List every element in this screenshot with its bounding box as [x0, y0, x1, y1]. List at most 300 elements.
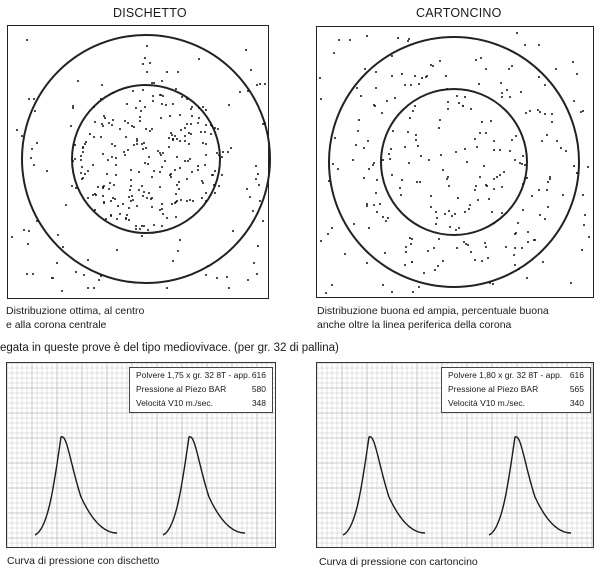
- pellet-dot: [384, 252, 386, 254]
- pellet-dot: [427, 250, 429, 252]
- pellet-dot: [100, 98, 102, 100]
- pellet-dot: [205, 124, 207, 126]
- pellet-dot: [487, 257, 489, 259]
- legend-label: Pressione al Piezo BAR: [448, 384, 539, 394]
- pellet-dot: [136, 140, 138, 142]
- pellet-dot: [562, 194, 564, 196]
- pellet-dot: [447, 101, 449, 103]
- pellet-dot: [188, 132, 190, 134]
- pellet-dot: [204, 164, 206, 166]
- pellet-dot: [256, 273, 258, 275]
- pellet-dot: [506, 89, 508, 91]
- pellet-dot: [176, 184, 178, 186]
- pellet-dot: [87, 287, 89, 289]
- pellet-dot: [446, 88, 448, 90]
- pellet-dot: [204, 131, 206, 133]
- pellet-dot: [145, 147, 147, 149]
- pellet-dot: [364, 68, 366, 70]
- pellet-dot: [257, 173, 259, 175]
- pellet-dot: [184, 140, 186, 142]
- legend-cartoncino: [441, 367, 591, 413]
- pellet-dot: [514, 264, 516, 266]
- pellet-dot: [153, 170, 155, 172]
- pellet-dot: [524, 44, 526, 46]
- pellet-dot: [205, 143, 207, 145]
- pellet-dot: [337, 168, 339, 170]
- pellet-dot: [353, 223, 355, 225]
- pellet-dot: [518, 268, 520, 270]
- pellet-dot: [546, 189, 548, 191]
- pellet-dot: [162, 152, 164, 154]
- pellet-dot: [26, 273, 28, 275]
- pellet-dot: [454, 213, 456, 215]
- pellet-dot: [320, 240, 322, 242]
- pellet-dot: [456, 247, 458, 249]
- pellet-dot: [72, 107, 74, 109]
- pellet-dot: [526, 277, 528, 279]
- pellet-dot: [28, 98, 30, 100]
- pellet-dot: [93, 106, 95, 108]
- pellet-dot: [448, 210, 450, 212]
- pellet-dot: [98, 279, 100, 281]
- pellet-dot: [544, 218, 546, 220]
- pellet-dot: [440, 154, 442, 156]
- pellet-dot: [582, 194, 584, 196]
- pellet-dot: [444, 213, 446, 215]
- pellet-dot: [139, 100, 141, 102]
- pellet-dot: [141, 143, 143, 145]
- title-dischetto: DISCHETTO: [113, 6, 187, 20]
- pellet-dot: [181, 96, 183, 98]
- pellet-dot: [257, 245, 259, 247]
- pellet-dot: [135, 107, 137, 109]
- pellet-dot: [11, 236, 13, 238]
- pellet-dot: [161, 80, 163, 82]
- legend-value: 616: [569, 370, 584, 380]
- pellet-dot: [133, 126, 135, 128]
- pellet-dot: [404, 146, 406, 148]
- pellet-dot: [501, 92, 503, 94]
- pellet-dot: [139, 116, 141, 118]
- pellet-dot: [191, 115, 193, 117]
- pellet-dot: [418, 83, 420, 85]
- pellet-dot: [430, 64, 432, 66]
- pellet-dot: [159, 171, 161, 173]
- legend-value: 616: [251, 370, 266, 380]
- pellet-dot: [391, 291, 393, 293]
- pellet-dot: [334, 137, 336, 139]
- pellet-dot: [551, 121, 553, 123]
- pellet-dot: [436, 217, 438, 219]
- pellet-dot: [179, 114, 181, 116]
- pressure-curve: [343, 437, 425, 535]
- pellet-dot: [573, 165, 575, 167]
- pellet-dot: [387, 217, 389, 219]
- pellet-dot: [439, 60, 441, 62]
- pellet-dot: [186, 123, 188, 125]
- pellet-dot: [262, 220, 264, 222]
- pellet-dot: [135, 225, 137, 227]
- pellet-dot: [331, 284, 333, 286]
- pellet-dot: [147, 229, 149, 231]
- pellet-dot: [84, 173, 86, 175]
- pellet-dot: [205, 274, 207, 276]
- pellet-dot: [410, 243, 412, 245]
- pellet-dot: [433, 247, 435, 249]
- pellet-dot: [264, 122, 266, 124]
- pellet-dot: [418, 286, 420, 288]
- pellet-dot: [505, 246, 507, 248]
- pellet-dot: [352, 159, 354, 161]
- legend-row-powder: [130, 368, 272, 382]
- pellet-dot: [379, 203, 381, 205]
- pellet-dot: [555, 68, 557, 70]
- pellet-dot: [110, 200, 112, 202]
- pellet-dot: [363, 147, 365, 149]
- pellet-dot: [126, 103, 128, 105]
- pellet-dot: [344, 253, 346, 255]
- pellet-dot: [136, 143, 138, 145]
- pellet-dot: [493, 178, 495, 180]
- pellet-dot: [83, 274, 85, 276]
- pellet-dot: [407, 40, 409, 42]
- pellet-dot: [214, 192, 216, 194]
- pellet-dot: [584, 214, 586, 216]
- pellet-dot: [245, 49, 247, 51]
- pellet-dot: [366, 262, 368, 264]
- pellet-dot: [151, 82, 153, 84]
- caption-line: anche oltre la linea periferica della corona: [317, 319, 512, 331]
- pellet-dot: [401, 179, 403, 181]
- pressure-chart-dischetto: [6, 362, 276, 548]
- caption-cartoncino: [317, 304, 549, 332]
- pellet-dot: [216, 152, 218, 154]
- title-cartoncino: CARTONCINO: [416, 6, 502, 20]
- pellet-dot: [94, 193, 96, 195]
- pellet-dot: [228, 104, 230, 106]
- caption-line: Distribuzione buona ed ampia, percentuale buona: [317, 305, 549, 317]
- pellet-dot: [143, 191, 145, 193]
- pellet-dot: [113, 184, 115, 186]
- pellet-dot: [542, 261, 544, 263]
- legend-label: Pressione al Piezo BAR: [136, 384, 227, 394]
- pellet-dot: [493, 222, 495, 224]
- pellet-dot: [438, 238, 440, 240]
- pellet-dot: [430, 195, 432, 197]
- pellet-dot: [468, 208, 470, 210]
- pellet-dot: [366, 203, 368, 205]
- pellet-dot: [151, 128, 153, 130]
- body-sentence: egata in queste prove è del tipo mediovivace. (per gr. 32 di pallina): [0, 342, 339, 354]
- pellet-dot: [356, 87, 358, 89]
- pellet-dot: [255, 178, 257, 180]
- pellet-dot: [442, 169, 444, 171]
- pellet-dot: [423, 272, 425, 274]
- pellet-dot: [534, 239, 536, 241]
- pellet-dot: [529, 110, 531, 112]
- pellet-dot: [177, 71, 179, 73]
- pellet-dot: [216, 277, 218, 279]
- pellet-dot: [93, 287, 95, 289]
- pellet-dot: [376, 211, 378, 213]
- pellet-dot: [205, 200, 207, 202]
- pellet-dot: [36, 220, 38, 222]
- pellet-dot: [327, 233, 329, 235]
- pellet-dot: [177, 250, 179, 252]
- pellet-dot: [539, 214, 541, 216]
- pellet-dot: [587, 166, 589, 168]
- legend-value: 348: [251, 398, 266, 408]
- pellet-dot: [175, 88, 177, 90]
- pellet-dot: [582, 110, 584, 112]
- pellet-dot: [368, 227, 370, 229]
- pellet-dot: [180, 199, 182, 201]
- pellet-dot: [33, 164, 35, 166]
- pellet-dot: [143, 225, 145, 227]
- pellet-dot: [247, 279, 249, 281]
- pellet-dot: [201, 197, 203, 199]
- pellet-dot: [176, 138, 178, 140]
- target-dischetto: [7, 25, 269, 299]
- pellet-dot: [30, 157, 32, 159]
- pellet-dot: [588, 236, 590, 238]
- pellet-dot: [580, 111, 582, 113]
- pellet-dot: [382, 284, 384, 286]
- pressure-chart-cartoncino: [316, 362, 594, 548]
- pellet-dot: [458, 227, 460, 229]
- pellet-dot: [103, 202, 105, 204]
- legend-label: Polvere 1,75 x gr. 32 8T - app.: [136, 370, 251, 380]
- target-cartoncino: [316, 26, 594, 298]
- pellet-dot: [492, 283, 494, 285]
- legend-value: 580: [251, 384, 266, 394]
- pellet-dot: [97, 186, 99, 188]
- pellet-dot: [192, 200, 194, 202]
- pellet-dot: [129, 189, 131, 191]
- legend-value: 340: [569, 398, 584, 408]
- pellet-dot: [376, 179, 378, 181]
- pellet-dot: [74, 144, 76, 146]
- legend-row-velocity: [442, 396, 590, 410]
- pellet-dot: [52, 277, 54, 279]
- pellet-dot: [130, 169, 132, 171]
- pressure-curve: [35, 437, 117, 535]
- pellet-dot: [172, 103, 174, 105]
- pellet-dot: [430, 206, 432, 208]
- pellet-dot: [259, 83, 261, 85]
- pellet-dot: [255, 165, 257, 167]
- pellet-dot: [178, 188, 180, 190]
- pellet-dot: [93, 136, 95, 138]
- pellet-dot: [162, 95, 164, 97]
- pellet-dot: [501, 96, 503, 98]
- pellet-dot: [435, 223, 437, 225]
- pellet-dot: [434, 269, 436, 271]
- pellet-dot: [151, 176, 153, 178]
- pellet-dot: [394, 97, 396, 99]
- pellet-dot: [80, 172, 82, 174]
- pellet-dot: [114, 145, 116, 147]
- pressure-curve: [489, 437, 571, 535]
- pellet-dot: [101, 84, 103, 86]
- legend-row-pressure: [130, 382, 272, 396]
- pellet-dot: [481, 260, 483, 262]
- pellet-dot: [417, 145, 419, 147]
- pellet-dot: [27, 243, 29, 245]
- pellet-dot: [128, 219, 130, 221]
- pellet-dot: [531, 195, 533, 197]
- pellet-dot: [485, 246, 487, 248]
- pellet-dot: [572, 61, 574, 63]
- legend-dischetto: [129, 367, 273, 413]
- pellet-dot: [32, 273, 34, 275]
- pellet-dot: [166, 287, 168, 289]
- pellet-dot: [205, 109, 207, 111]
- pellet-dot: [172, 260, 174, 262]
- pellet-dot: [485, 68, 487, 70]
- pellet-dot: [491, 211, 493, 213]
- pellet-dot: [162, 213, 164, 215]
- pellet-dot: [375, 71, 377, 73]
- pellet-dot: [228, 287, 230, 289]
- pellet-dot: [448, 185, 450, 187]
- pellet-dot: [515, 135, 517, 137]
- pellet-dot: [82, 151, 84, 153]
- pellet-dot: [496, 176, 498, 178]
- pellet-dot: [397, 37, 399, 39]
- pellet-dot: [127, 122, 129, 124]
- pellet-dot: [94, 121, 96, 123]
- pellet-dot: [102, 195, 104, 197]
- pellet-dot: [110, 215, 112, 217]
- pellet-dot: [191, 106, 193, 108]
- legend-value: 565: [569, 384, 584, 394]
- pellet-dot: [152, 100, 154, 102]
- pellet-dot: [404, 264, 406, 266]
- legend-label: Polvere 1,80 x gr. 32 8T - app.: [448, 370, 563, 380]
- pellet-dot: [409, 237, 411, 239]
- pellet-dot: [419, 181, 421, 183]
- pellet-dot: [332, 163, 334, 165]
- pellet-dot: [488, 198, 490, 200]
- pellet-dot: [174, 135, 176, 137]
- pellet-dot: [256, 84, 258, 86]
- pellet-dot: [123, 151, 125, 153]
- pellet-dot: [168, 146, 170, 148]
- pellet-dot: [490, 120, 492, 122]
- pellet-dot: [101, 123, 103, 125]
- pellet-dot: [373, 204, 375, 206]
- pellet-dot: [375, 87, 377, 89]
- pellet-dot: [476, 146, 478, 148]
- pellet-dot: [475, 59, 477, 61]
- pellet-dot: [475, 185, 477, 187]
- pellet-dot: [516, 32, 518, 34]
- pressure-curve: [163, 437, 245, 535]
- pellet-dot: [221, 156, 223, 158]
- pellet-dot: [522, 155, 524, 157]
- pellet-dot: [489, 282, 491, 284]
- pellet-dot: [145, 128, 147, 130]
- pellet-dot: [408, 38, 410, 40]
- pellet-dot: [576, 73, 578, 75]
- pellet-dot: [148, 192, 150, 194]
- pellet-dot: [92, 164, 94, 166]
- pellet-dot: [500, 82, 502, 84]
- pellet-dot: [179, 140, 181, 142]
- pellet-dot: [522, 209, 524, 211]
- pellet-dot: [465, 243, 467, 245]
- pellet-dot: [175, 193, 177, 195]
- pellet-dot: [124, 154, 126, 156]
- pellet-dot: [135, 228, 137, 230]
- pellet-dot: [171, 203, 173, 205]
- legend-label: Velocità V10 m./sec.: [136, 398, 214, 408]
- pellet-dot: [221, 174, 223, 176]
- pellet-dot: [51, 277, 53, 279]
- pellet-dot: [226, 276, 228, 278]
- pellet-dot: [521, 163, 523, 165]
- pellet-dot: [479, 132, 481, 134]
- pellet-dot: [392, 130, 394, 132]
- pellet-dot: [141, 185, 143, 187]
- pellet-dot: [333, 52, 335, 54]
- pellet-dot: [178, 181, 180, 183]
- legend-label: Velocità V10 m./sec.: [448, 398, 526, 408]
- pellet-dot: [61, 290, 63, 292]
- pellet-dot: [478, 83, 480, 85]
- pellet-dot: [122, 203, 124, 205]
- pellet-dot: [399, 187, 401, 189]
- caption-line: Distribuzione ottima, al centro: [6, 305, 145, 317]
- legend-row-powder: [442, 368, 590, 382]
- pellet-dot: [372, 164, 374, 166]
- pellet-dot: [170, 173, 172, 175]
- pellet-dot: [125, 218, 127, 220]
- pellet-dot: [373, 162, 375, 164]
- legend-row-pressure: [442, 382, 590, 396]
- pellet-dot: [103, 115, 105, 117]
- pellet-dot: [150, 198, 152, 200]
- caption-line: e alla corona centrale: [6, 319, 107, 331]
- pellet-dot: [325, 292, 327, 294]
- pellet-dot: [466, 161, 468, 163]
- pellet-dot: [246, 188, 248, 190]
- pellet-dot: [391, 55, 393, 57]
- pellet-dot: [202, 142, 204, 144]
- pellet-dot: [320, 98, 322, 100]
- legend-row-velocity: [130, 396, 272, 410]
- pellet-dot: [573, 100, 575, 102]
- pellet-dot: [128, 207, 130, 209]
- pellet-dot: [581, 249, 583, 251]
- pellet-dot: [81, 178, 83, 180]
- pellet-dot: [136, 138, 138, 140]
- pellet-dot: [213, 184, 215, 186]
- caption-chart-dischetto: Curva di pressione con dischetto: [7, 555, 160, 567]
- pellet-dot: [385, 220, 387, 222]
- pellet-dot: [168, 137, 170, 139]
- pellet-dot: [28, 230, 30, 232]
- pellet-dot: [457, 197, 459, 199]
- pellet-dot: [570, 282, 572, 284]
- pellet-dot: [565, 150, 567, 152]
- pellet-dot: [102, 153, 104, 155]
- pellet-dot: [366, 35, 368, 37]
- pellet-dot: [104, 117, 106, 119]
- pellet-dot: [16, 129, 18, 131]
- caption-chart-cartoncino: Curva di pressione con cartoncino: [319, 556, 478, 568]
